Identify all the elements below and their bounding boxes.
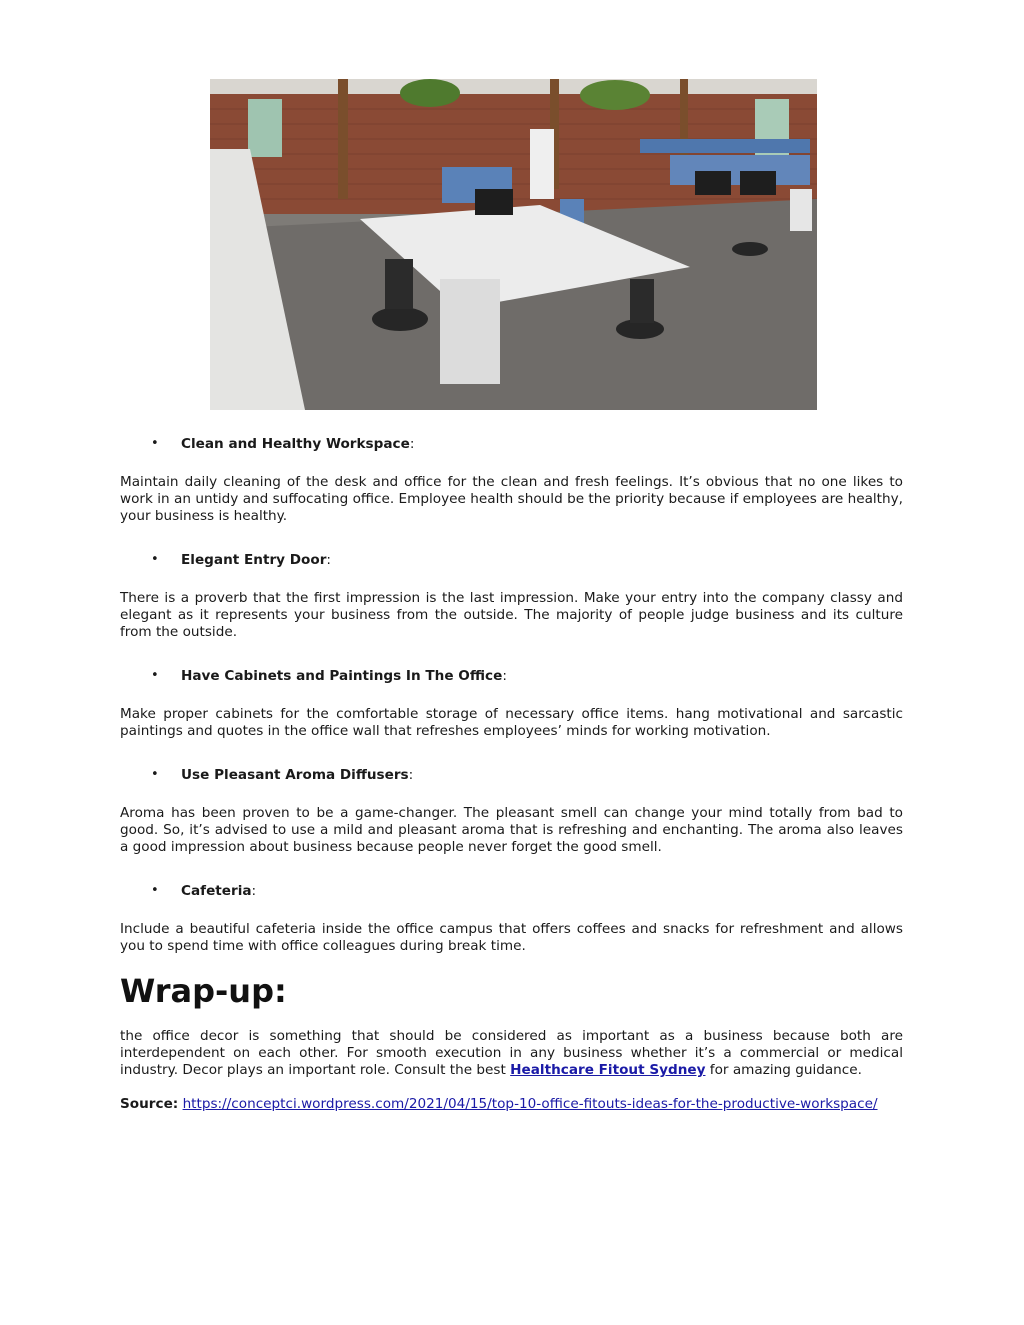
bullet-item [120,433,903,455]
section-body: Make proper cabinets for the comfortable storage of necessary office items. hang motivational and sarcastic paintings and quotes in the office wall that refreshes employees’ minds for working motivation. [120,706,903,739]
section-cafeteria [120,880,903,955]
section-body: Maintain daily cleaning of the desk and office for the clean and fresh feelings. It’s obvious that no one likes to work in an untidy and suffocating office. Employee health should be the priority because if employees are healthy, your business is healthy. [120,474,903,524]
colon: : [408,767,414,783]
bullet-icon: • [151,883,159,898]
bullet-title: Clean and Healthy Workspace [181,436,410,452]
office-photo [210,79,817,410]
bullet-title: Elegant Entry Door [181,552,327,568]
bullet-title: Cafeteria [181,883,252,899]
wrapup-text-after: for amazing guidance. [705,1062,862,1078]
bullet-title: Have Cabinets and Paintings In The Office [181,668,503,684]
source-line [120,1096,903,1113]
bullet-item [120,665,903,687]
section-body: Aroma has been proven to be a game-changer. The pleasant smell can change your mind totally from bad to good. So, it’s advised to use a mild and pleasant aroma that is refreshing and enchanting. The aroma also leaves a good impression about business because people never forget the good smell. [120,805,903,855]
section-entry-door [120,549,903,641]
colon: : [326,552,331,568]
bullet-item [120,764,903,786]
section-aroma [120,764,903,856]
colon: : [502,668,507,684]
bullet-icon: • [151,436,159,451]
wrapup-paragraph [120,1028,903,1079]
healthcare-fitout-link-text: Healthcare Fitout Sydney [510,1062,706,1078]
bullet-item [120,549,903,571]
bullet-icon: • [151,552,159,567]
office-photo-illustration [210,79,817,410]
colon: : [251,883,257,899]
source-label: Source: [120,1096,179,1112]
section-body: Include a beautiful cafeteria inside the office campus that offers coffees and snacks for refreshment and allows you to spend time with office colleagues during break time. [120,921,903,954]
section-clean-healthy [120,433,903,525]
wrapup-text-before: the office decor is something that should be considered as important as a business because both are interdependent on each other. For smooth execution in any business whether it’s a commercial or medical industry. Decor plays an important role. Consult the best [120,1028,903,1078]
section-body: There is a proverb that the first impression is the last impression. Make your entry into the company classy and elegant as it represents your business from the outside. The majority of people judge business and its culture from the outside. [120,590,903,640]
bullet-item [120,880,903,902]
healthcare-fitout-link[interactable] [510,1062,705,1078]
bullet-title: Use Pleasant Aroma Diffusers [181,767,409,783]
wrapup-heading: Wrap-up: [120,972,287,1010]
colon: : [409,436,415,452]
bullet-icon: • [151,767,159,782]
section-cabinets [120,665,903,740]
bullet-icon: • [151,668,159,683]
article-content [120,433,903,1113]
source-url-link[interactable]: https://conceptci.wordpress.com/2021/04/15/top-10-office-fitouts-ideas-for-the-productive-workspace/ [182,1096,878,1112]
